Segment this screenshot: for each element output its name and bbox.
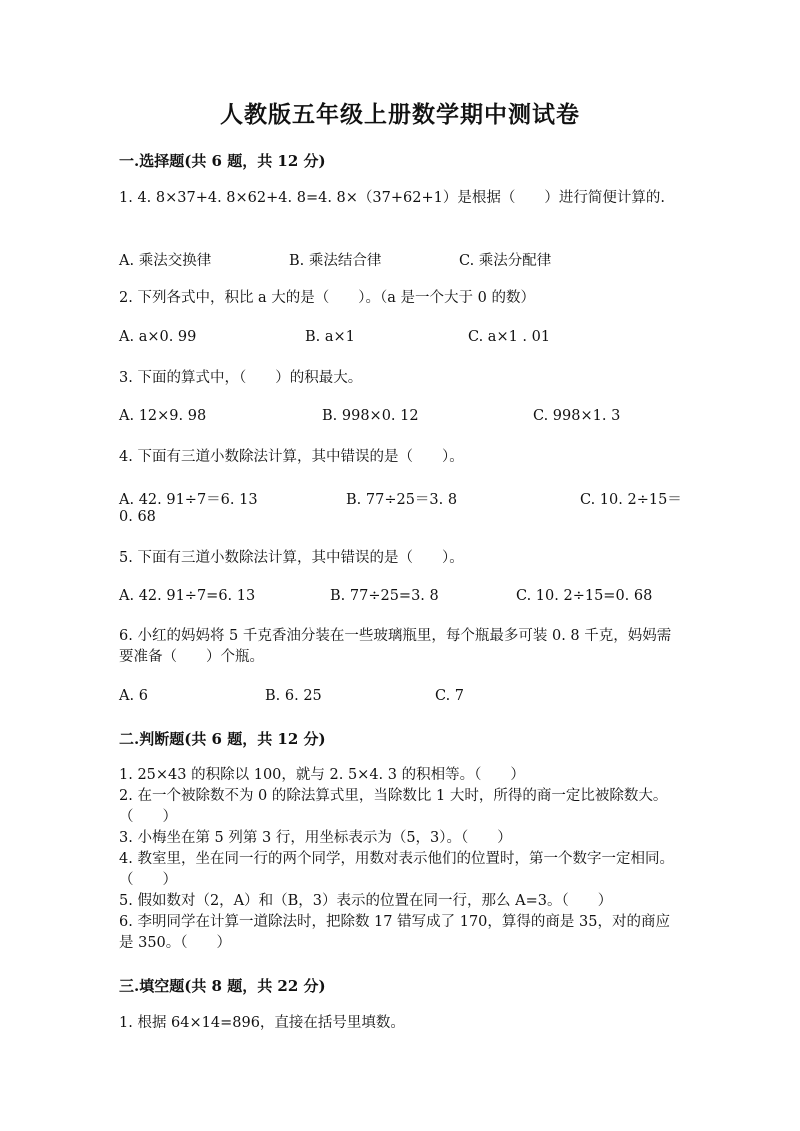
option-a: A. a×0. 99 <box>119 329 197 345</box>
option-b: B. 乘法结合律 <box>289 253 382 269</box>
list-item: 3. 小梅坐在第 5 列第 3 行，用坐标表示为（5，3）。（ ） <box>119 830 512 846</box>
question-text: 6. 小红的妈妈将 5 千克香油分装在一些玻璃瓶里，每个瓶最多可装 0. 8 千克，妈妈需要准备（ ）个瓶。 <box>119 628 672 665</box>
option-c: C. 998×1. 3 <box>533 408 621 424</box>
option-a: A. 42. 91÷7=6. 13 <box>119 588 256 604</box>
question-text: 1. 4. 8×37+4. 8×62+4. 8=4. 8×（37+62+1）是根据（ ）进行简便计算的. <box>119 190 665 206</box>
option-c: C. 10. 2÷15=0. 68 <box>516 588 653 604</box>
question-text: 2. 下列各式中，积比 a 大的是（ ）。（a 是一个大于 0 的数） <box>119 290 536 306</box>
option-b: B. 77÷25=3. 8 <box>330 588 439 604</box>
option-b: B. 6. 25 <box>265 688 322 704</box>
list-item: 4. 教室里，坐在同一行的两个同学，用数对表示他们的位置时，第一个数字一定相同。（ ） <box>119 851 674 888</box>
question-text: 4. 下面有三道小数除法计算，其中错误的是（ ）。 <box>119 449 464 465</box>
judgement-list <box>119 765 679 954</box>
option-c: C. 乘法分配律 <box>459 253 552 269</box>
option-c: C. a×1 . 01 <box>468 329 551 345</box>
option-a: A. 42. 91÷7＝6. 13 <box>119 492 258 508</box>
option-c: C. 10. 2÷15＝ <box>580 492 682 508</box>
section-heading-choice: 一.选择题(共 6 题，共 12 分) <box>119 152 326 170</box>
option-a: A. 12×9. 98 <box>119 408 207 424</box>
option-c-continued: 0. 68 <box>119 509 156 525</box>
list-item: 1. 25×43 的积除以 100，就与 2. 5×4. 3 的积相等。（ ） <box>119 767 525 783</box>
section-heading-fill-in: 三.填空题(共 8 题，共 22 分) <box>119 977 326 995</box>
list-item: 5. 假如数对（2，A）和（B，3）表示的位置在同一行，那么 A=3。（ ） <box>119 893 613 909</box>
option-c: C. 7 <box>435 688 465 704</box>
section-heading-judgement: 二.判断题(共 6 题，共 12 分) <box>119 730 326 748</box>
option-b: B. 77÷25＝3. 8 <box>346 492 458 508</box>
option-b: B. 998×0. 12 <box>322 408 419 424</box>
list-item: 2. 在一个被除数不为 0 的除法算式里，当除数比 1 大时，所得的商一定比被除数大。（ ） <box>119 788 668 825</box>
option-a: A. 6 <box>119 688 148 704</box>
question-text: 1. 根据 64×14=896，直接在括号里填数。 <box>119 1015 405 1031</box>
question-text: 5. 下面有三道小数除法计算，其中错误的是（ ）。 <box>119 550 464 566</box>
option-a: A. 乘法交换律 <box>119 253 212 269</box>
page-title: 人教版五年级上册数学期中测试卷 <box>220 101 580 128</box>
list-item: 6. 李明同学在计算一道除法时，把除数 17 错写成了 170，算得的商是 35，对的商应是 350。（ ） <box>119 914 670 951</box>
question-text: 3. 下面的算式中，（ ）的积最大。 <box>119 370 363 386</box>
option-b: B. a×1 <box>305 329 355 345</box>
